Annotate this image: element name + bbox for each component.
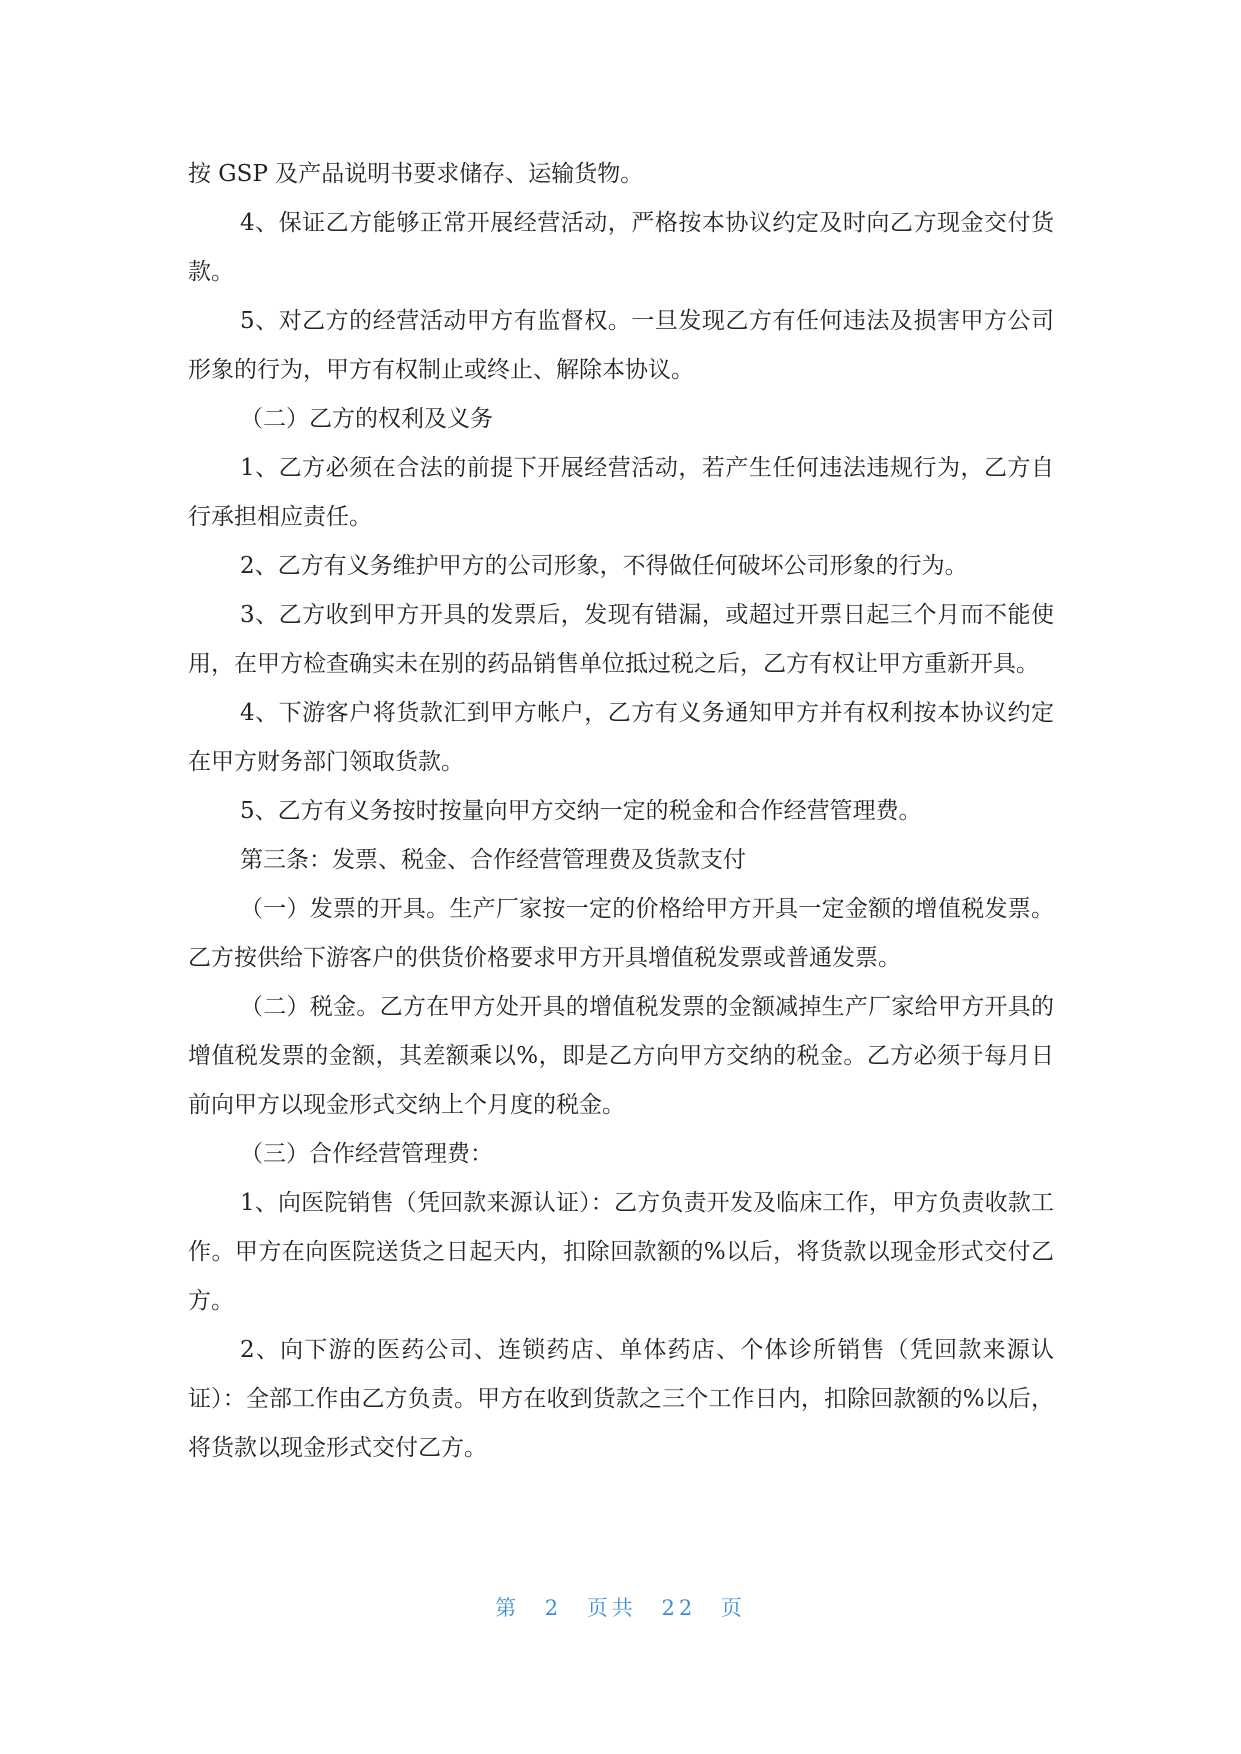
paragraph: 3、乙方收到甲方开具的发票后，发现有错漏，或超过开票日起三个月而不能使用，在甲方检查确实未在别的药品销售单位抵过税之后，乙方有权让甲方重新开具。 xyxy=(188,602,1054,677)
footer-suffix: 页 xyxy=(720,1596,746,1620)
paragraph: 4、下游客户将货款汇到甲方帐户，乙方有义务通知甲方并有权利按本协议约定在甲方财务部门领取货款。 xyxy=(188,700,1054,775)
paragraph: 4、保证乙方能够正常开展经营活动，严格按本协议约定及时向乙方现金交付货款。 xyxy=(188,210,1054,285)
footer-total-pages: 22 xyxy=(661,1596,697,1620)
paragraph: 5、乙方有义务按时按量向甲方交纳一定的税金和合作经营管理费。 xyxy=(240,798,922,824)
page-footer xyxy=(0,1592,1241,1622)
paragraph: 5、对乙方的经营活动甲方有监督权。一旦发现乙方有任何违法及损害甲方公司形象的行为，甲方有权制止或终止、解除本协议。 xyxy=(188,308,1054,383)
paragraph: 按 GSP 及产品说明书要求储存、运输货物。 xyxy=(188,161,644,187)
section-heading: （三）合作经营管理费： xyxy=(240,1141,493,1167)
paragraph: （二）税金。乙方在甲方处开具的增值税发票的金额减掉生产厂家给甲方开具的增值税发票的金额，其差额乘以%，即是乙方向甲方交纳的税金。乙方必须于每月日前向甲方以现金形式交纳上个月度的税金。 xyxy=(188,994,1054,1118)
document-body xyxy=(188,150,1054,1473)
paragraph: 2、乙方有义务维护甲方的公司形象，不得做任何破坏公司形象的行为。 xyxy=(240,553,968,579)
section-heading: （二）乙方的权利及义务 xyxy=(240,406,493,432)
paragraph: 1、乙方必须在合法的前提下开展经营活动，若产生任何违法违规行为，乙方自行承担相应责任。 xyxy=(188,455,1054,530)
paragraph: 2、向下游的医药公司、连锁药店、单体药店、个体诊所销售（凭回款来源认证）：全部工作由乙方负责。甲方在收到货款之三个工作日内，扣除回款额的%以后，将货款以现金形式交付乙方。 xyxy=(188,1337,1054,1461)
footer-prefix: 第 xyxy=(495,1596,521,1620)
footer-middle: 页共 xyxy=(586,1596,637,1620)
footer-current-page: 2 xyxy=(544,1596,563,1620)
paragraph: 1、向医院销售（凭回款来源认证）：乙方负责开发及临床工作，甲方负责收款工作。甲方在向医院送货之日起天内，扣除回款额的%以后，将货款以现金形式交付乙方。 xyxy=(188,1190,1054,1314)
article-heading: 第三条：发票、税金、合作经营管理费及货款支付 xyxy=(240,847,746,873)
paragraph: （一）发票的开具。生产厂家按一定的价格给甲方开具一定金额的增值税发票。乙方按供给下游客户的供货价格要求甲方开具增值税发票或普通发票。 xyxy=(188,896,1054,971)
